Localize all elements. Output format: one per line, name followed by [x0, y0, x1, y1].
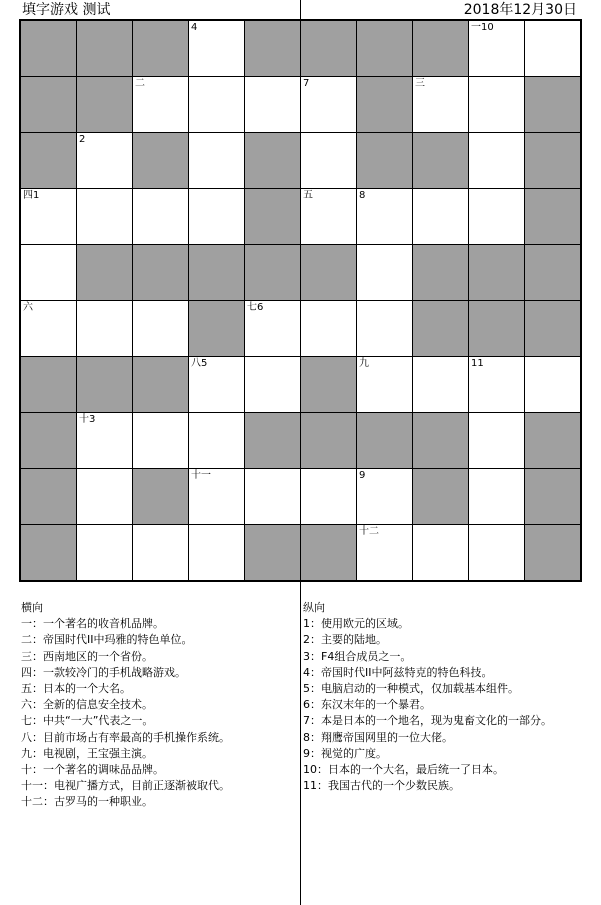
clue-number: 2 [79, 134, 86, 145]
blocked-cell [413, 245, 468, 300]
blocked-cell [525, 525, 580, 580]
answer-cell[interactable] [245, 357, 300, 412]
down-heading: 纵向 [303, 601, 325, 614]
answer-cell[interactable] [189, 469, 244, 524]
blocked-cell [245, 133, 300, 188]
across-clue: 一：一个著名的收音机品牌。 [21, 617, 164, 631]
down-clue: 10：日本的一个大名，最后统一了日本。 [303, 763, 504, 777]
across-clue: 三：西南地区的一个省份。 [21, 649, 153, 663]
blocked-cell [525, 189, 580, 244]
answer-cell[interactable] [133, 301, 188, 356]
blocked-cell [413, 21, 468, 76]
clue-number: 9 [359, 470, 366, 481]
answer-cell[interactable] [525, 357, 580, 412]
blocked-cell [525, 133, 580, 188]
answer-cell[interactable] [77, 469, 132, 524]
answer-cell[interactable] [133, 525, 188, 580]
blocked-cell [245, 413, 300, 468]
answer-cell[interactable] [357, 525, 412, 580]
down-clue: 1：使用欧元的区域。 [303, 617, 409, 631]
answer-cell[interactable] [469, 77, 524, 132]
answer-cell[interactable] [357, 245, 412, 300]
down-clue: 9：视觉的广度。 [303, 746, 387, 760]
top-divider [300, 0, 301, 20]
blocked-cell [21, 525, 76, 580]
answer-cell[interactable] [77, 133, 132, 188]
answer-cell[interactable] [301, 189, 356, 244]
answer-cell[interactable] [77, 189, 132, 244]
answer-cell[interactable] [77, 525, 132, 580]
blocked-cell [469, 245, 524, 300]
clue-number: 九 [359, 358, 369, 369]
down-clue-list [303, 616, 578, 794]
blocked-cell [133, 469, 188, 524]
clue-number: 三 [415, 78, 425, 89]
clue-number: 二 [135, 78, 145, 89]
answer-cell[interactable] [525, 21, 580, 76]
answer-cell[interactable] [469, 21, 524, 76]
clue-number: 八5 [191, 358, 208, 369]
puzzle-date: 2018年12月30日 [463, 2, 577, 18]
down-clue: 2：主要的陆地。 [303, 633, 387, 647]
across-clue: 十二：古罗马的一种职业。 [21, 795, 153, 809]
blocked-cell [301, 525, 356, 580]
down-clue: 11：我国古代的一个少数民族。 [303, 779, 460, 793]
answer-cell[interactable] [21, 245, 76, 300]
across-clues [21, 600, 296, 811]
blocked-cell [413, 413, 468, 468]
answer-cell[interactable] [77, 413, 132, 468]
blocked-cell [357, 133, 412, 188]
clue-number: 十一 [191, 470, 211, 481]
blocked-cell [245, 189, 300, 244]
clue-number: 四1 [23, 190, 40, 201]
answer-cell[interactable] [245, 469, 300, 524]
answer-cell[interactable] [245, 77, 300, 132]
blocked-cell [525, 301, 580, 356]
answer-cell[interactable] [189, 133, 244, 188]
blocked-cell [21, 413, 76, 468]
across-clue-list [21, 616, 296, 810]
puzzle-title: 填字游戏 测试 [22, 2, 111, 18]
blocked-cell [133, 133, 188, 188]
down-clue: 8：翔鹰帝国网里的一位大佬。 [303, 730, 453, 744]
blocked-cell [301, 357, 356, 412]
answer-cell[interactable] [357, 301, 412, 356]
answer-cell[interactable] [357, 357, 412, 412]
across-clue: 十一：电视广播方式，目前正逐渐被取代。 [21, 779, 230, 793]
answer-cell[interactable] [189, 77, 244, 132]
down-clue: 6：东汉末年的一个暴君。 [303, 698, 431, 712]
across-clue: 七：中共“一大”代表之一。 [21, 714, 154, 728]
blocked-cell [413, 301, 468, 356]
across-clue: 五：日本的一个大名。 [21, 682, 131, 696]
blocked-cell [357, 413, 412, 468]
clue-number: 8 [359, 190, 366, 201]
crossword-grid [19, 19, 582, 582]
answer-cell[interactable] [301, 77, 356, 132]
blocked-cell [525, 77, 580, 132]
blocked-cell [413, 133, 468, 188]
answer-cell[interactable] [301, 469, 356, 524]
blocked-cell [21, 21, 76, 76]
answer-cell[interactable] [357, 189, 412, 244]
clue-number: 7 [303, 78, 310, 89]
blocked-cell [357, 21, 412, 76]
answer-cell[interactable] [469, 357, 524, 412]
down-clue: 3：F4组合成员之一。 [303, 649, 412, 663]
blocked-cell [21, 357, 76, 412]
answer-cell[interactable] [469, 525, 524, 580]
down-clues [303, 600, 578, 794]
across-clue: 十：一个著名的调味品品牌。 [21, 763, 164, 777]
answer-cell[interactable] [413, 189, 468, 244]
blocked-cell [413, 469, 468, 524]
blocked-cell [189, 301, 244, 356]
blocked-cell [77, 77, 132, 132]
blocked-cell [21, 77, 76, 132]
clue-number: 4 [191, 22, 198, 33]
answer-cell[interactable] [357, 469, 412, 524]
answer-cell[interactable] [189, 189, 244, 244]
blocked-cell [301, 21, 356, 76]
blocked-cell [21, 133, 76, 188]
across-clue: 八：目前市场占有率最高的手机操作系统。 [21, 730, 230, 744]
across-clue: 二：帝国时代II中玛雅的特色单位。 [21, 633, 193, 647]
answer-cell[interactable] [413, 357, 468, 412]
answer-cell[interactable] [469, 413, 524, 468]
answer-cell[interactable] [77, 301, 132, 356]
across-clue: 六：全新的信息安全技术。 [21, 698, 153, 712]
blocked-cell [301, 245, 356, 300]
across-clue: 四：一款较冷门的手机战略游戏。 [21, 665, 186, 679]
blocked-cell [525, 245, 580, 300]
answer-cell[interactable] [301, 133, 356, 188]
blocked-cell [21, 469, 76, 524]
blocked-cell [189, 245, 244, 300]
answer-cell[interactable] [189, 357, 244, 412]
blocked-cell [245, 245, 300, 300]
blocked-cell [133, 357, 188, 412]
answer-cell[interactable] [189, 525, 244, 580]
clue-number: 七6 [247, 302, 264, 313]
clue-number: 六 [23, 302, 33, 313]
answer-cell[interactable] [469, 189, 524, 244]
down-clue: 4：帝国时代II中阿兹特克的特色科技。 [303, 665, 493, 679]
blocked-cell [245, 525, 300, 580]
clue-number: 五 [303, 190, 313, 201]
clue-number: 十二 [359, 526, 379, 537]
across-clue: 九：电视剧，王宝强主演。 [21, 746, 153, 760]
answer-cell[interactable] [133, 77, 188, 132]
blocked-cell [133, 21, 188, 76]
answer-cell[interactable] [301, 301, 356, 356]
answer-cell[interactable] [189, 413, 244, 468]
answer-cell[interactable] [469, 469, 524, 524]
clue-divider [300, 581, 301, 905]
blocked-cell [77, 357, 132, 412]
answer-cell[interactable] [21, 189, 76, 244]
blocked-cell [525, 469, 580, 524]
blocked-cell [77, 245, 132, 300]
across-heading: 横向 [21, 601, 43, 614]
clue-number: 11 [471, 358, 484, 369]
blocked-cell [77, 21, 132, 76]
down-clue: 7：本是日本的一个地名，现为鬼畜文化的一部分。 [303, 714, 552, 728]
answer-cell[interactable] [413, 77, 468, 132]
answer-cell[interactable] [469, 133, 524, 188]
answer-cell[interactable] [413, 525, 468, 580]
answer-cell[interactable] [133, 413, 188, 468]
down-clue: 5：电脑启动的一种模式，仅加载基本组件。 [303, 682, 519, 696]
blocked-cell [357, 77, 412, 132]
clue-number: 一10 [471, 22, 494, 33]
blocked-cell [133, 245, 188, 300]
blocked-cell [525, 413, 580, 468]
blocked-cell [245, 21, 300, 76]
answer-cell[interactable] [133, 189, 188, 244]
blocked-cell [469, 301, 524, 356]
clue-number: 十3 [79, 414, 96, 425]
blocked-cell [301, 413, 356, 468]
answer-cell[interactable] [21, 301, 76, 356]
answer-cell[interactable] [245, 301, 300, 356]
answer-cell[interactable] [189, 21, 244, 76]
